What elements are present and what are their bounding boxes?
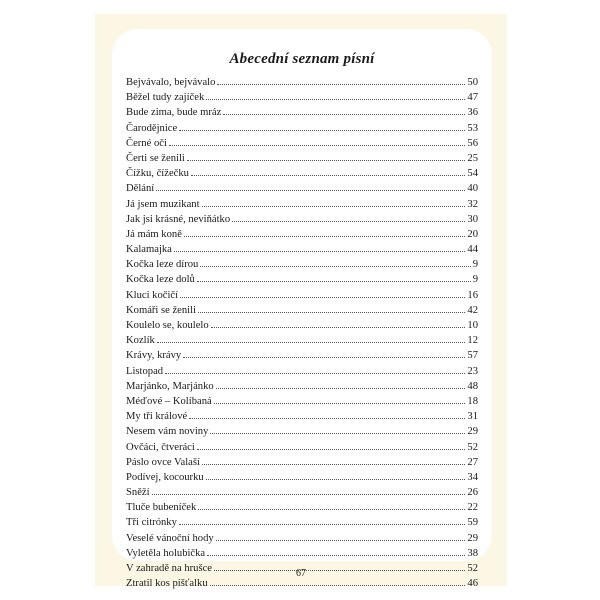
- list-item: [126, 379, 478, 394]
- dot-leader: [189, 418, 465, 419]
- dot-leader: [156, 190, 465, 191]
- song-title: Bejvávalo, bejvávalo: [126, 77, 216, 88]
- list-item: [126, 440, 478, 455]
- song-title: Kluci kočičí: [126, 289, 179, 301]
- song-title: Veselé vánoční hody: [126, 532, 214, 544]
- list-item: [126, 242, 478, 257]
- list-item: [126, 303, 478, 318]
- dot-leader: [198, 509, 465, 510]
- list-item: [126, 485, 478, 500]
- list-item: [126, 348, 478, 363]
- song-page-number: 29: [467, 532, 478, 544]
- dot-leader: [184, 236, 466, 237]
- song-title: Kalamajka: [126, 244, 172, 256]
- list-item: [126, 105, 478, 120]
- song-page-number: 10: [467, 320, 478, 331]
- song-title: Dělání: [126, 183, 155, 195]
- dot-leader: [179, 130, 465, 131]
- page-title: Abecední seznam písní: [229, 51, 375, 67]
- song-page-number: 25: [467, 152, 478, 164]
- list-item: [126, 424, 478, 439]
- song-page-number: 52: [467, 441, 478, 453]
- song-title: Sněží: [126, 487, 150, 499]
- song-page-number: 57: [467, 350, 478, 362]
- list-item: [126, 546, 478, 561]
- dot-leader: [223, 114, 465, 115]
- song-title: Běžel tudy zajíček: [126, 92, 205, 104]
- song-page-number: 52: [467, 563, 478, 574]
- song-page-number: 20: [467, 228, 478, 240]
- dot-leader: [165, 373, 465, 374]
- song-title: Podívej, kocourku: [126, 471, 204, 483]
- song-page-number: 42: [467, 304, 478, 316]
- song-title: Jak jsi krásné, neviňátko: [126, 213, 231, 225]
- song-page-number: 53: [467, 122, 478, 134]
- dot-leader: [206, 479, 466, 480]
- dot-leader: [197, 281, 471, 282]
- song-page-number: 47: [467, 92, 478, 104]
- list-item: [126, 500, 478, 515]
- song-title: Méďové – Kolíbaná: [126, 395, 212, 407]
- dot-leader: [191, 175, 465, 176]
- list-item: [126, 227, 478, 242]
- song-page-number: 34: [467, 471, 478, 483]
- song-page-number: 30: [467, 213, 478, 225]
- song-title: Já mám koně: [126, 228, 182, 240]
- song-title: Páslo ovce Valaší: [126, 456, 200, 468]
- book-page: [95, 14, 507, 590]
- list-item: [126, 288, 478, 303]
- song-title: Tluče bubeníček: [126, 502, 197, 514]
- song-page-number: 31: [467, 411, 478, 423]
- dot-leader: [217, 84, 465, 85]
- page-number: 67: [296, 568, 306, 579]
- dot-leader: [202, 206, 466, 207]
- song-title: Komáři se ženili: [126, 304, 197, 316]
- dot-leader: [152, 494, 466, 495]
- song-page-number: 9: [472, 274, 478, 286]
- dot-leader: [197, 449, 466, 450]
- song-page-number: 38: [467, 547, 478, 559]
- list-item: [126, 318, 478, 333]
- list-item: [126, 90, 478, 105]
- song-index-list: [126, 75, 478, 591]
- song-title: Nesem vám noviny: [126, 426, 209, 438]
- song-title: Tři citrónky: [126, 517, 177, 529]
- song-title: Ztratil kos píšťalku: [126, 578, 208, 590]
- song-title: Vyletěla holubička: [126, 547, 206, 559]
- song-title: Kočka leze dírou: [126, 259, 199, 271]
- list-item: [126, 136, 478, 151]
- dot-leader: [180, 297, 465, 298]
- song-page-number: 59: [467, 517, 478, 529]
- list-item: [126, 515, 478, 530]
- song-page-number: 23: [467, 365, 478, 377]
- dot-leader: [214, 403, 466, 404]
- dot-leader: [200, 266, 470, 267]
- dot-leader: [210, 585, 466, 586]
- dot-leader: [187, 160, 466, 161]
- song-title: Kozlík: [126, 335, 155, 347]
- list-item: [126, 257, 478, 272]
- song-page-number: 54: [467, 168, 478, 180]
- song-page-number: 22: [467, 502, 478, 514]
- song-page-number: 46: [467, 578, 478, 590]
- song-page-number: 18: [467, 395, 478, 407]
- dot-leader: [174, 251, 466, 252]
- song-title: Krávy, krávy: [126, 350, 182, 362]
- dot-leader: [207, 555, 465, 556]
- dot-leader: [157, 342, 466, 343]
- song-title: Čerti se ženili: [126, 152, 185, 164]
- song-page-number: 27: [467, 456, 478, 468]
- list-item: [126, 272, 478, 287]
- song-page-number: 12: [467, 335, 478, 347]
- list-item: [126, 364, 478, 379]
- dot-leader: [183, 357, 465, 358]
- dot-leader: [210, 433, 465, 434]
- song-title: Kočka leze dolů: [126, 274, 195, 286]
- dot-leader: [232, 221, 465, 222]
- dot-leader: [169, 145, 466, 146]
- song-title: Černé oči: [126, 137, 167, 149]
- song-title: Listopad: [126, 365, 164, 377]
- list-item: [126, 197, 478, 212]
- song-title: V zahradě na hrušce: [126, 563, 212, 574]
- list-item: [126, 75, 478, 90]
- song-title: Ovčáci, čtveráci: [126, 441, 195, 453]
- song-page-number: 40: [467, 183, 478, 195]
- song-page-number: 26: [467, 487, 478, 499]
- song-title: Bude zima, bude mráz: [126, 107, 222, 119]
- list-item: [126, 212, 478, 227]
- list-item: [126, 470, 478, 485]
- song-page-number: 29: [467, 426, 478, 438]
- song-title: My tři králové: [126, 411, 188, 423]
- list-item: [126, 409, 478, 424]
- song-title: Čarodějnice: [126, 122, 178, 134]
- song-page-number: 36: [467, 107, 478, 119]
- song-page-number: 16: [467, 289, 478, 301]
- song-title: Koulelo se, koulelo: [126, 320, 209, 331]
- list-item: [126, 166, 478, 181]
- list-item: [126, 455, 478, 470]
- song-page-number: 32: [467, 198, 478, 210]
- song-page-number: 44: [467, 244, 478, 256]
- dot-leader: [202, 464, 465, 465]
- song-title: Čížku, čížečku: [126, 168, 189, 180]
- dot-leader: [211, 327, 466, 328]
- dot-leader: [179, 524, 466, 525]
- list-item: [126, 121, 478, 136]
- song-page-number: 48: [467, 380, 478, 392]
- dot-leader: [206, 99, 465, 100]
- list-item: [126, 181, 478, 196]
- song-page-number: 50: [467, 77, 478, 88]
- song-title: Marjánko, Marjánko: [126, 380, 214, 392]
- list-item: [126, 394, 478, 409]
- dot-leader: [216, 540, 466, 541]
- dot-leader: [216, 388, 466, 389]
- list-item: [126, 531, 478, 546]
- dot-leader: [198, 312, 465, 313]
- song-title: Já jsem muzikant: [126, 198, 200, 210]
- list-item: [126, 151, 478, 166]
- song-page-number: 9: [472, 259, 478, 271]
- list-item: [126, 333, 478, 348]
- song-page-number: 56: [467, 137, 478, 149]
